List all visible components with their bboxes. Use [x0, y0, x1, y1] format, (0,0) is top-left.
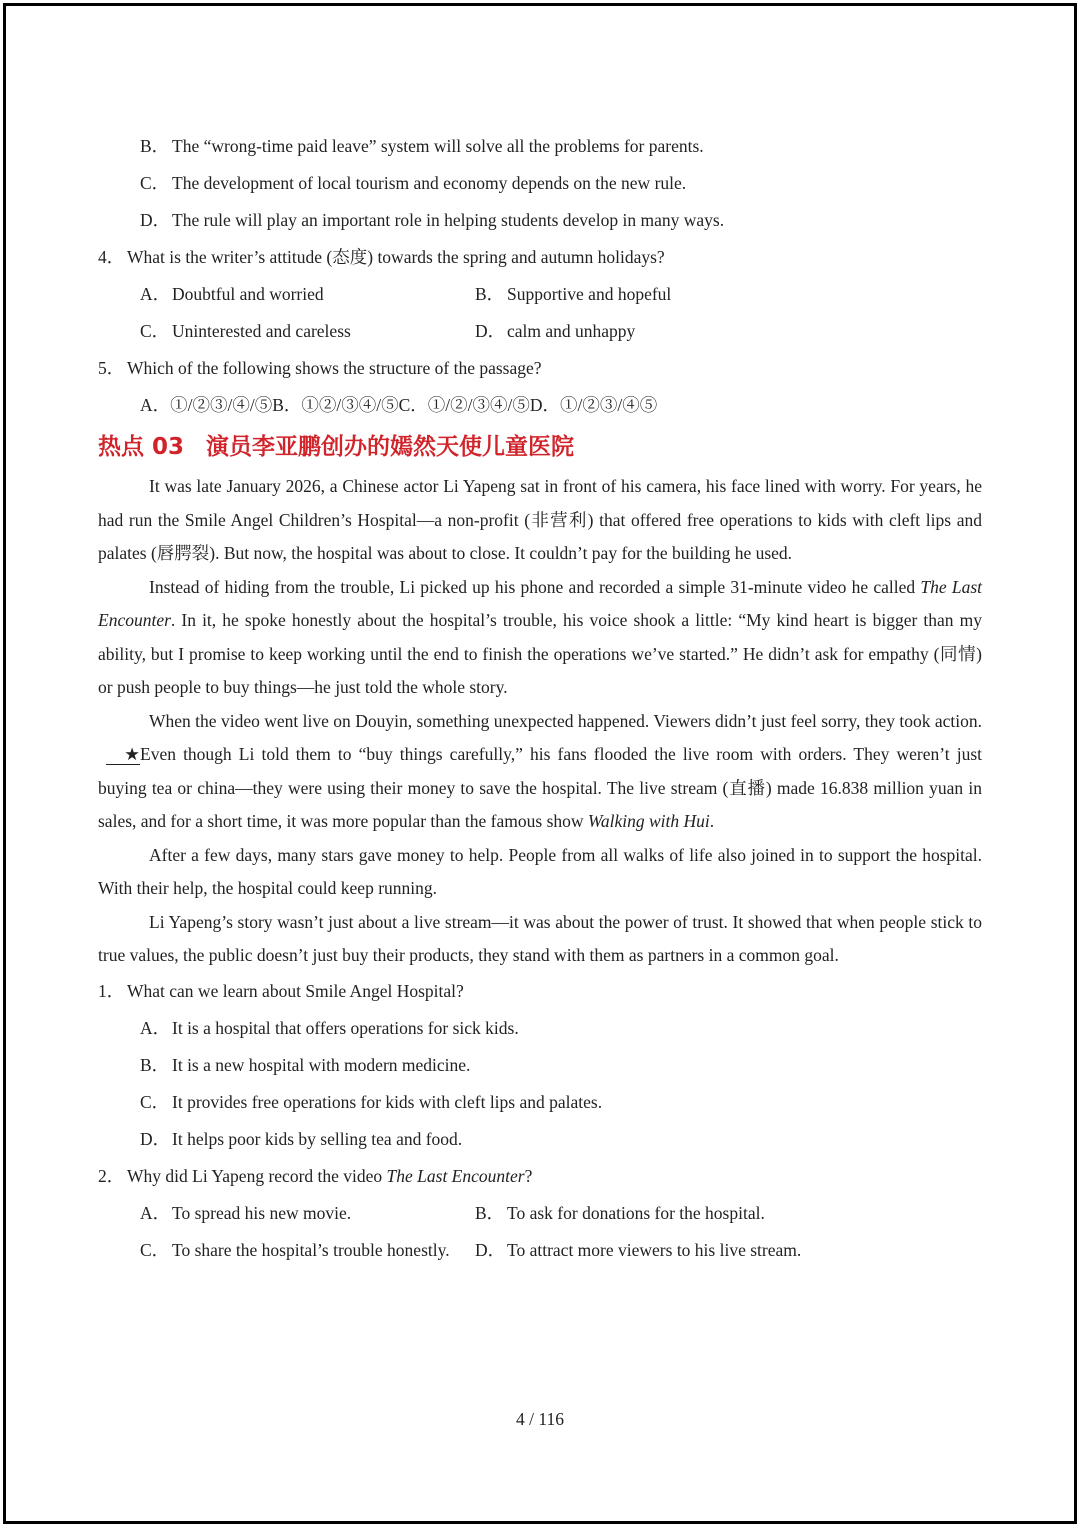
question-5: 5． Which of the following shows the structure of the passage?	[98, 358, 542, 378]
question-1: 1． What can we learn about Smile Angel Hospital?	[98, 980, 464, 1001]
option-a: A． Doubtful and worried	[140, 284, 324, 304]
option-b: B． To ask for donations for the hospital.	[475, 1202, 765, 1223]
option-b: B． It is a new hospital with modern medicine.	[140, 1054, 471, 1075]
option-d: D． calm and unhappy	[475, 321, 636, 341]
passage-paragraph-5: Li Yapeng’s story wasn’t just about a live stream—it was about the power of trust. It showed that when people stick to true values, the public doesn’t just buy their products, they stand with them as partners in a common goal.	[98, 911, 982, 965]
passage-paragraph-3: When the video went live on Douyin, something unexpected happened. Viewers didn’t just feel sorry, they took action.★Even though Li told them to “buy things carefully,” his fans flooded the live room with orders. They weren’t just buying tea or china—they were using their money to save the hospital. The live stream (直播) made 16.838 million yuan in sales, and for a short time, it was more popular than the famous show Walking with Hui.	[98, 710, 982, 831]
question-2-options-row-2	[98, 1232, 982, 1269]
passage-paragraph-1: It was late January 2026, a Chinese actor Li Yapeng sat in front of his camera, his face lined with worry. For years, he had run the Smile Angel Children’s Hospital—a non-profit (非营利) that offered free operations to kids with cleft lips and palates (唇腭裂). But now, the hospital was about to close. It couldn’t pay for the building he used.	[98, 476, 982, 563]
question-4: 4． What is the writer’s attitude (态度) towards the spring and autumn holidays?	[98, 247, 665, 267]
passage-paragraph-2: Instead of hiding from the trouble, Li picked up his phone and recorded a simple 31-minute video he called The Last Encounter. In it, he spoke honestly about the hospital’s trouble, his voice shook a little: “My kind heart is bigger than my ability, but I promise to keep working until the end to finish the operations we’ve started.” He didn’t ask for empathy (同情) or push people to buy things—he just told the whole story.	[98, 576, 983, 697]
option-a: A． It is a hospital that offers operations for sick kids.	[140, 1017, 519, 1038]
question-2-options-row-1	[98, 1195, 982, 1232]
page-number: 4 / 116	[516, 1409, 564, 1429]
video-title: The Last Encounter	[98, 576, 983, 630]
star-blank: ★	[106, 744, 140, 765]
passage-paragraph-4: After a few days, many stars gave money to help. People from all walks of life also joined in to support the hospital. With their help, the hospital could keep running.	[98, 844, 982, 898]
question-5-options: A．①/②③/④/⑤B．①②/③④/⑤C．①/②/③④/⑤D．①/②③/④⑤	[140, 395, 658, 415]
option-b: B． Supportive and hopeful	[475, 284, 672, 304]
section-tag: 热点 03	[98, 434, 185, 460]
show-title: Walking with Hui	[587, 811, 710, 831]
option-d: D． To attract more viewers to his live stream.	[475, 1239, 802, 1260]
option-c: C． Uninterested and careless	[140, 321, 351, 341]
option-c: C． The development of local tourism and economy depends on the new rule.	[140, 173, 687, 193]
page-content	[98, 128, 982, 1269]
option-b: B． The “wrong-time paid leave” system will solve all the problems for parents.	[140, 136, 704, 156]
option-a: A． To spread his new movie.	[140, 1202, 352, 1223]
question-4-options-row-2	[98, 313, 982, 350]
option-d: D． It helps poor kids by selling tea and food.	[140, 1128, 463, 1149]
option-d: D． The rule will play an important role in helping students develop in many ways.	[140, 210, 725, 230]
section-heading	[98, 424, 982, 470]
question-4-options-row-1	[98, 276, 982, 313]
option-c: C． To share the hospital’s trouble honestly.	[140, 1239, 450, 1260]
section-title: 演员李亚鹏创办的嫣然天使儿童医院	[206, 434, 575, 460]
option-c: C． It provides free operations for kids with cleft lips and palates.	[140, 1091, 603, 1112]
question-2: 2． Why did Li Yapeng record the video The Last Encounter?	[98, 1165, 533, 1186]
